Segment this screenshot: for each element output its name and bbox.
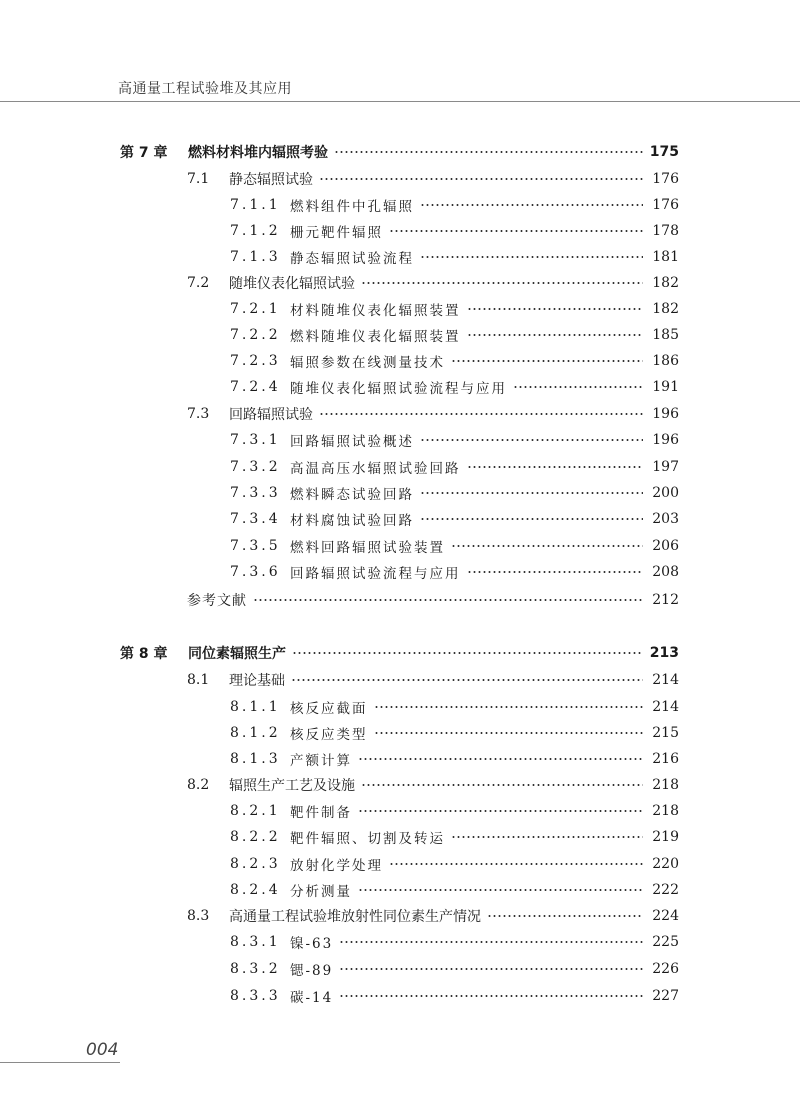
toc-entry-subsection (230, 350, 679, 372)
toc-entry-section (187, 272, 679, 294)
toc-entry-page: 218 (652, 803, 679, 819)
toc-entry-page: 186 (652, 353, 679, 369)
toc-entry-title: 核反应类型 (290, 727, 368, 743)
dot-leader (467, 466, 644, 468)
toc-entry-title: 材料腐蚀试验回路 (290, 513, 414, 529)
toc-entry-number: 8.3.2 (230, 961, 281, 977)
toc-entry-title: 燃料随堆仪表化辐照装置 (290, 329, 461, 345)
toc-entry-page: 182 (652, 301, 679, 317)
dot-leader (420, 204, 643, 206)
dot-leader (451, 836, 643, 838)
toc-entry-subsection (230, 298, 679, 320)
toc-entry-page: 219 (652, 829, 679, 845)
toc-entry-subsection (230, 535, 679, 557)
toc-entry-number: 8.3 (187, 908, 210, 924)
toc-entry-subsection (230, 800, 679, 822)
dot-leader (420, 439, 643, 441)
toc-entry-number: 7.3.4 (230, 511, 281, 527)
toc-entry-page: 206 (652, 538, 679, 554)
toc-entry-page: 218 (652, 777, 679, 793)
toc-entry-title: 靶件制备 (290, 805, 352, 821)
toc-entry-title: 高温高压水辐照试验回路 (290, 461, 461, 477)
toc-entry-subsection (230, 826, 679, 848)
dot-leader (339, 995, 643, 997)
toc-entry-number: 7.2 (187, 275, 210, 291)
dot-leader (334, 151, 643, 153)
toc-entry-page: 181 (652, 249, 679, 265)
dot-leader (358, 758, 643, 760)
toc-entry-number: 7.1.1 (230, 197, 281, 213)
dot-leader (358, 889, 643, 891)
running-header: 高通量工程试验堆及其应用 (118, 81, 292, 97)
toc-entry-title: 高通量工程试验堆放射性同位素生产情况 (229, 909, 481, 925)
dot-leader (513, 386, 643, 388)
dot-leader (487, 915, 643, 917)
toc-entry-number: 8.1.1 (230, 699, 281, 715)
toc-entry-title: 辐照参数在线测量技术 (290, 355, 445, 371)
toc-entry-title: 锶-89 (290, 963, 334, 979)
toc-entry-chapter (120, 642, 679, 664)
toc-entry-title: 回路辐照试验流程与应用 (290, 566, 461, 582)
toc-entry-section (187, 905, 679, 927)
toc-entry-number: 7.3.6 (230, 564, 281, 580)
toc-entry-subsection (230, 958, 679, 980)
toc-entry-page: 196 (652, 432, 679, 448)
toc-entry-page: 227 (652, 988, 679, 1004)
dot-leader (374, 706, 644, 708)
toc-entry-number: 第 7 章 (120, 145, 168, 161)
toc-entry-page: 178 (652, 223, 679, 239)
toc-entry-title: 核反应截面 (290, 701, 368, 717)
toc-entry-page: 191 (652, 379, 679, 395)
toc-entry-number: 8.3.3 (230, 988, 281, 1004)
toc-entry-title: 随堆仪表化辐照试验流程与应用 (290, 381, 507, 397)
dot-leader (389, 863, 643, 865)
toc-entry-number: 7.2.2 (230, 327, 281, 343)
dot-leader (389, 230, 643, 232)
toc-entry-subsection (230, 508, 679, 530)
toc-entry-subsection (230, 985, 679, 1007)
toc-entry-page: 176 (652, 171, 679, 187)
toc-entry-page: 226 (652, 961, 679, 977)
page-number: 004 (86, 1040, 119, 1060)
toc-entry-number: 8.2.4 (230, 882, 281, 898)
toc-entry-subsection (230, 748, 679, 770)
toc-entry-subsection (230, 561, 679, 583)
toc-entry-page: 214 (652, 699, 679, 715)
toc-entry-number: 7.1 (187, 171, 210, 187)
toc-entry-title: 栅元靶件辐照 (290, 225, 383, 241)
toc-entry-section (187, 168, 679, 190)
toc-entry-number: 8.1 (187, 672, 210, 688)
toc-entry-page: 203 (652, 511, 679, 527)
toc-entry-number: 7.1.2 (230, 223, 281, 239)
toc-entry-subsection (230, 456, 679, 478)
toc-entry-title: 燃料回路辐照试验装置 (290, 540, 445, 556)
dot-leader (374, 732, 644, 734)
toc-entry-page: 225 (652, 934, 679, 950)
toc-entry-title: 辐照生产工艺及设施 (229, 778, 355, 794)
toc-entry-page: 175 (649, 144, 679, 160)
dot-leader (253, 599, 643, 601)
toc-entry-number: 8.2 (187, 777, 210, 793)
toc-entry-number: 第 8 章 (120, 646, 168, 662)
toc-entry-title: 材料随堆仪表化辐照装置 (290, 303, 461, 319)
toc-entry-number: 7.1.3 (230, 249, 281, 265)
toc-entry-subsection (230, 194, 679, 216)
toc-entry-page: 200 (652, 485, 679, 501)
toc-entry-chapter (120, 141, 679, 163)
toc-entry-title: 燃料瞬态试验回路 (290, 487, 414, 503)
dot-leader (361, 282, 643, 284)
toc-entry-subsection (230, 482, 679, 504)
toc-entry-section (187, 669, 679, 691)
toc-entry-page: 185 (652, 327, 679, 343)
toc-entry-subsection (230, 931, 679, 953)
toc-entry-section (187, 774, 679, 796)
toc-entry-page: 197 (652, 459, 679, 475)
toc-entry-number: 8.2.3 (230, 856, 281, 872)
toc-entry-title: 静态辐照试验 (229, 172, 313, 188)
dot-leader (467, 308, 644, 310)
dot-leader (358, 810, 643, 812)
dot-leader (291, 679, 643, 681)
toc-entry-title: 镍-63 (290, 936, 334, 952)
toc-entry-title: 靶件辐照、切割及转运 (290, 831, 445, 847)
footer-rule (0, 1062, 120, 1063)
toc-entry-title: 参考文献 (187, 593, 247, 609)
toc-entry-title: 分析测量 (290, 884, 352, 900)
toc-entry-subsection (230, 220, 679, 242)
toc-entry-subsection (230, 696, 679, 718)
toc-entry-title: 碳-14 (290, 990, 334, 1006)
toc-entry-number: 7.3.5 (230, 538, 281, 554)
toc-entry-title: 放射化学处理 (290, 858, 383, 874)
toc-entry-subsection (230, 722, 679, 744)
toc-entry-title: 燃料组件中孔辐照 (290, 199, 414, 215)
dot-leader (451, 360, 643, 362)
toc-entry-page: 212 (652, 592, 679, 608)
dot-leader (319, 178, 643, 180)
toc-entry-page: 216 (652, 751, 679, 767)
toc-entry-subsection (230, 376, 679, 398)
dot-leader (420, 518, 643, 520)
toc-entry-number: 7.2.1 (230, 301, 281, 317)
toc-entry-number: 8.1.2 (230, 725, 281, 741)
dot-leader (420, 256, 643, 258)
toc-entry-page: 176 (652, 197, 679, 213)
toc-entry-page: 215 (652, 725, 679, 741)
dot-leader (467, 571, 644, 573)
toc-entry-number: 8.1.3 (230, 751, 281, 767)
toc-entry-number: 7.3.1 (230, 432, 281, 448)
toc-entry-page: 214 (652, 672, 679, 688)
toc-entry-number: 7.2.3 (230, 353, 281, 369)
toc-entry-page: 213 (649, 645, 679, 661)
toc-entry-number: 8.2.2 (230, 829, 281, 845)
toc-entry-page: 182 (652, 275, 679, 291)
toc-entry-title: 随堆仪表化辐照试验 (229, 276, 355, 292)
toc-entry-subsection (230, 853, 679, 875)
dot-leader (319, 413, 643, 415)
toc-entry-title: 静态辐照试验流程 (290, 251, 414, 267)
toc-entry-number: 7.2.4 (230, 379, 281, 395)
toc-entry-subsection (230, 879, 679, 901)
toc-entry-page: 222 (652, 882, 679, 898)
dot-leader (339, 941, 643, 943)
toc-entry-title: 同位素辐照生产 (188, 646, 286, 662)
toc-entry-number: 8.3.1 (230, 934, 281, 950)
header-rule (0, 101, 800, 102)
toc-entry-number: 7.3.3 (230, 485, 281, 501)
toc-entry-title: 燃料材料堆内辐照考验 (188, 145, 328, 161)
toc-entry-title: 回路辐照试验 (229, 407, 313, 423)
toc-entry-page: 208 (652, 564, 679, 580)
dot-leader (292, 652, 643, 654)
dot-leader (361, 784, 643, 786)
toc-entry-page: 196 (652, 406, 679, 422)
toc-entry-subsection (230, 324, 679, 346)
dot-leader (467, 334, 644, 336)
toc-entry-number: 8.2.1 (230, 803, 281, 819)
toc-entry-subsection (230, 246, 679, 268)
toc-entry-subsection (230, 429, 679, 451)
toc-entry-plain (187, 589, 679, 611)
dot-leader (339, 968, 643, 970)
toc-entry-number: 7.3 (187, 406, 210, 422)
toc-entry-page: 220 (652, 856, 679, 872)
toc-entry-page: 224 (652, 908, 679, 924)
dot-leader (420, 492, 643, 494)
toc-entry-title: 回路辐照试验概述 (290, 434, 414, 450)
toc-entry-title: 产额计算 (290, 753, 352, 769)
dot-leader (451, 545, 643, 547)
toc-entry-title: 理论基础 (229, 673, 285, 689)
toc-entry-number: 7.3.2 (230, 459, 281, 475)
toc-entry-section (187, 403, 679, 425)
